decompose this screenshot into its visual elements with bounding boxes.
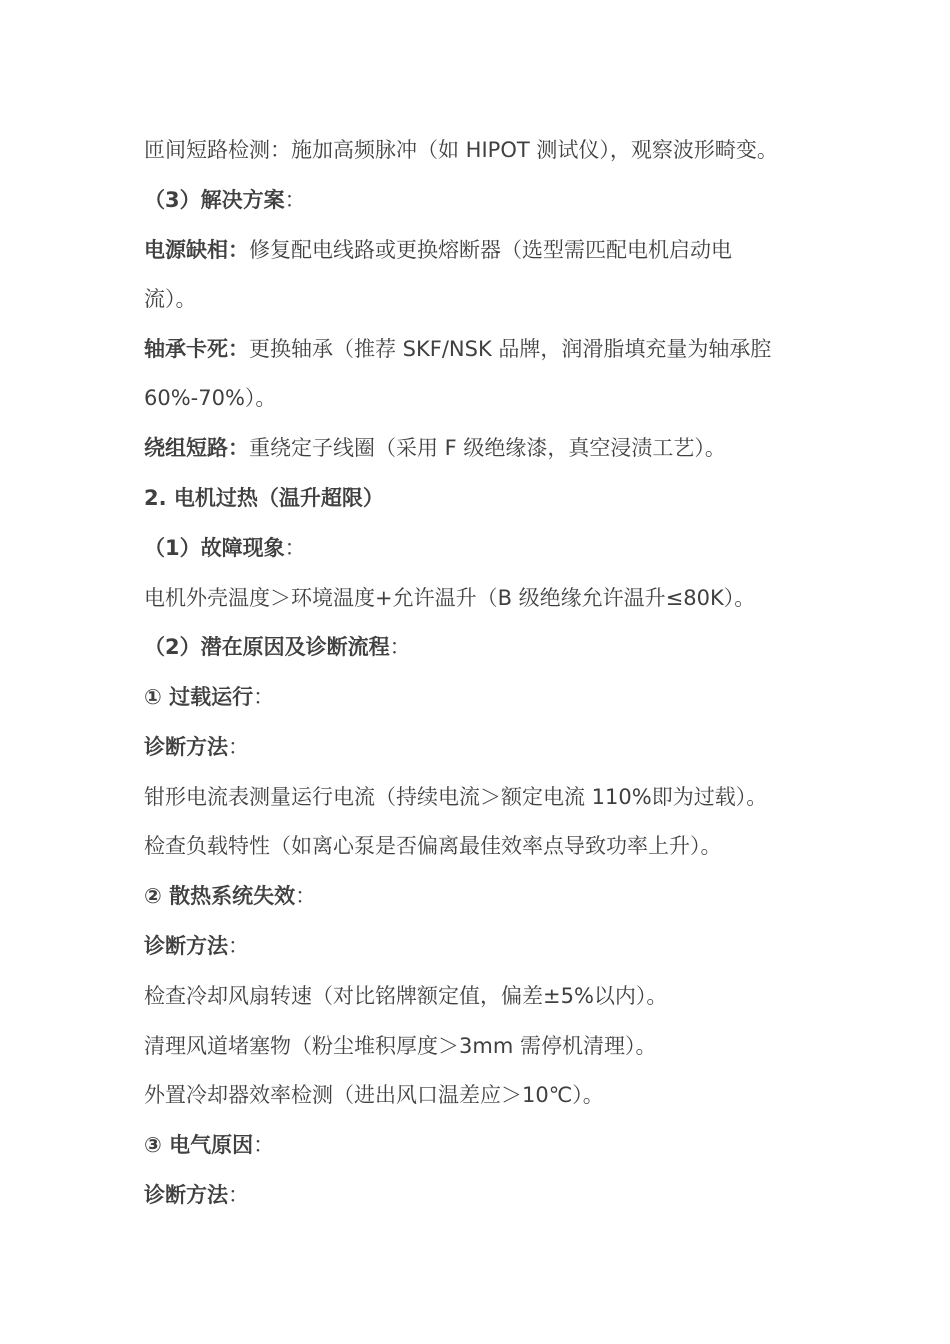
colon: ： [284, 188, 306, 212]
text: 检查负载特性（如离心泵是否偏离最佳效率点导致功率上升）。 [144, 834, 722, 858]
paragraph-load-check [144, 831, 834, 861]
item-cooling-failure [144, 881, 834, 911]
item-electrical-cause [144, 1130, 834, 1160]
heading-motor-overheat [144, 483, 834, 513]
text: 修复配电线路或更换熔断器（选型需匹配电机启动电 [249, 238, 732, 262]
paragraph-temperature [144, 583, 834, 613]
subheading-symptom [144, 533, 834, 563]
colon: ： [253, 1133, 275, 1157]
subheading-label: （3）解决方案 [144, 188, 285, 212]
subheading-label: （1）故障现象 [144, 536, 285, 560]
item-label: ③ 电气原因 [144, 1133, 254, 1157]
term-label: 轴承卡死： [144, 337, 249, 361]
paragraph-cooler-efficiency [144, 1080, 834, 1110]
colon: ： [228, 934, 249, 958]
term-label: 绕组短路： [144, 436, 249, 460]
text: 清理风道堵塞物（粉尘堆积厚度＞3mm 需停机清理）。 [144, 1034, 657, 1058]
paragraph-bearing-seized [144, 334, 834, 364]
text: 电机外壳温度＞环境温度+允许温升（B 级绝缘允许温升≤80K）。 [144, 586, 756, 610]
subheading-solutions [144, 185, 834, 215]
text: 重绕定子线圈（采用 F 级绝缘漆，真空浸渍工艺）。 [249, 436, 726, 460]
subheading-label: （2）潜在原因及诊断流程 [144, 635, 390, 659]
colon: ： [228, 735, 249, 759]
subheading-causes [144, 632, 834, 662]
label-diagnosis-method [144, 1180, 834, 1210]
colon: ： [284, 536, 306, 560]
paragraph-duct-cleaning [144, 1031, 834, 1061]
heading-label: 2. 电机过热（温升超限） [144, 486, 384, 510]
method-label: 诊断方法 [144, 1183, 228, 1207]
term-label: 电源缺相： [144, 238, 249, 262]
paragraph-phase-loss [144, 235, 834, 265]
paragraph-bearing-seized-cont [144, 383, 834, 413]
method-label: 诊断方法 [144, 934, 228, 958]
paragraph-fan-speed [144, 981, 834, 1011]
paragraph-turn-short-detection [144, 135, 834, 165]
colon: ： [389, 635, 411, 659]
colon: ： [295, 884, 317, 908]
text: 更换轴承（推荐 SKF/NSK 品牌，润滑脂填充量为轴承腔 [249, 337, 772, 361]
colon: ： [228, 1183, 249, 1207]
method-label: 诊断方法 [144, 735, 228, 759]
item-label: ② 散热系统失效 [144, 884, 296, 908]
item-overload [144, 682, 834, 712]
paragraph-winding-short [144, 433, 834, 463]
text: 外置冷却器效率检测（进出风口温差应＞10℃）。 [144, 1083, 604, 1107]
text: 60%-70%）。 [144, 386, 277, 410]
colon: ： [253, 685, 275, 709]
text: 流）。 [144, 287, 197, 311]
text: 匝间短路检测：施加高频脉冲（如 HIPOT 测试仪），观察波形畸变。 [144, 138, 778, 162]
item-label: ① 过载运行 [144, 685, 254, 709]
paragraph-phase-loss-cont [144, 284, 834, 314]
text: 钳形电流表测量运行电流（持续电流＞额定电流 110%即为过载）。 [144, 785, 768, 809]
text: 检查冷却风扇转速（对比铭牌额定值，偏差±5%以内）。 [144, 984, 668, 1008]
paragraph-clamp-meter [144, 782, 834, 812]
label-diagnosis-method [144, 732, 834, 762]
label-diagnosis-method [144, 931, 834, 961]
